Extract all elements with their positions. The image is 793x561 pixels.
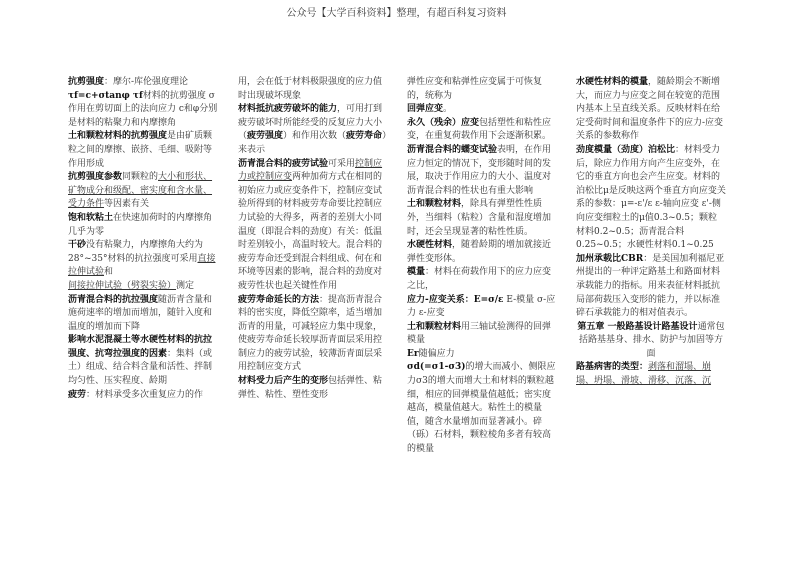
- paragraph: [576, 253, 726, 321]
- text-run: ，除具有弹塑性性质外，当细料（粘粒）含量和湿度增加时，还会呈现显著的粘性性质。: [407, 199, 552, 237]
- paragraph: [407, 266, 557, 293]
- text-run: 。: [443, 104, 453, 115]
- text-run: 材料的抗剪强度 σ 作用在剪切面上的法向应力 c和φ分别是材料的粘聚力和内摩擦角: [68, 90, 218, 128]
- bold-term: 加州承载比CBR: [576, 253, 644, 264]
- text-run: 可采用: [328, 158, 356, 169]
- text-column-2: [238, 76, 388, 402]
- paragraph: [68, 130, 218, 171]
- bold-term: 沥青混合料的疲劳试验: [238, 158, 329, 169]
- text-run: ：材料承受多次重复应力的作: [86, 389, 204, 400]
- text-run: 通常包括路基基身、排水、防护与加固等方面: [578, 321, 725, 359]
- text-run: 在快速加荷时的内摩擦角几乎为零: [68, 212, 213, 237]
- text-run: ，可用打到疲劳破坏时所能经受的反复应力大小（: [238, 104, 383, 142]
- text-run: 控制应力或控制应变: [238, 158, 383, 183]
- bold-term: 疲劳寿命: [346, 131, 383, 142]
- paragraph: [68, 334, 218, 388]
- text-run: ：是美国加利福尼亚州提出的一种评定路基土和路面材料承载能力的指标。用来表征材料抵抗局部荷载压入变形的能力，并以标准碎石承载能力的相对值表示。: [576, 253, 725, 319]
- text-column-3: [407, 76, 557, 457]
- text-run: 反映材料在给定受荷时间和温度条件下的应力-应变关系的参数称作: [576, 104, 724, 142]
- text-run: 剥落和溜塌、崩塌、坍塌、滑坡、滑移、沉落、沉: [576, 362, 712, 387]
- bold-term: 应力-应变关系：E=σ/ε: [407, 294, 504, 305]
- text-run: 等因素有关: [104, 199, 150, 210]
- bold-term: σd(=σ1-σ3): [407, 362, 466, 373]
- bold-term: 模量: [407, 267, 426, 278]
- text-run: 包括塑性和粘性应变，在重复荷载作用下会逐渐积累。: [407, 117, 552, 142]
- bold-term: 干砂: [68, 240, 87, 251]
- text-run: ，随龄期会不断增大，而应力与应变之间在较宽的范围内基本上呈直线关系。: [576, 77, 721, 115]
- bold-term: 疲劳寿命延长的方法: [238, 294, 320, 305]
- bold-term: 泊松比: [648, 144, 676, 155]
- text-run: 的增大而减小、侧限应力σ3的增大而增大: [407, 362, 556, 387]
- bold-term: 疲劳强度: [247, 131, 284, 142]
- text-run: 用三轴试验测得的回弹模量: [407, 321, 552, 346]
- text-run: 材料的抗拉强度可采用: [107, 253, 198, 264]
- text-run: 和: [104, 267, 114, 278]
- paragraph: [68, 76, 218, 90]
- text-run: 大小和形状、矿物成分和级配、密实度和含水量、受力条件: [68, 172, 213, 210]
- paragraph: [576, 76, 726, 144]
- text-run: 在相同的初始应力或应变条件下，控制应变试验所得到的材料疲劳寿命要比控制应力试验的大得多，两者的差别大小同温度（即混合料的劲度）有关：低温时差别较小，高温时较大。混合料的疲劳寿命还受到混合料组成、何在和环境等因素的影响，混合料的劲度对疲劳性状也起关键性作用: [238, 172, 383, 291]
- bold-term: 材料抵抗疲劳破坏的能力: [238, 104, 338, 115]
- paragraph: [238, 103, 388, 157]
- paragraph: [68, 171, 218, 212]
- text-run: 包括弹性、粘弹性、粘性、塑性变形: [238, 376, 383, 400]
- paragraph: [238, 294, 388, 376]
- text-column-4: [576, 76, 726, 389]
- text-run: 随偏应力: [418, 348, 455, 359]
- bold-term: ：: [639, 362, 649, 373]
- paragraph: [407, 361, 557, 456]
- text-run: 测定: [176, 280, 195, 291]
- bold-term: 材料受力后产生的变形: [238, 376, 329, 387]
- bold-term: 土和颗粒材料: [407, 321, 462, 332]
- paragraph: [576, 144, 726, 253]
- bold-term: 劲度模量（劲度）: [576, 144, 649, 155]
- paragraph: [68, 212, 218, 239]
- bold-term: 路基设计: [661, 321, 698, 332]
- paragraph: [68, 389, 218, 403]
- paragraph: [238, 375, 388, 402]
- text-run: ：提高沥青混合料的密实度，降低空隙率，适当增加沥青的用量，可减轻应力集中现象，使疲劳寿命延长: [238, 294, 383, 346]
- paragraph: [576, 321, 726, 362]
- text-run: 同颗粒的: [122, 172, 159, 183]
- text-run: ：材料受力后，除应力作用方向产生应变外，在它的垂直方向也会产生应变。材料的泊松比μ是反映这两个垂直方向应变关系的参数：μ=-ε'/ε ε-轴向应变 ε'-侧向应变: [576, 144, 726, 223]
- paragraph: [407, 321, 557, 348]
- paragraph: [407, 144, 557, 198]
- bold-term: 疲劳: [68, 389, 87, 400]
- bold-term: 抗剪强度: [68, 77, 105, 87]
- bold-term: 抗剪强度参数: [68, 172, 123, 183]
- text-run: 细粒土的μ值0.3~0.5；颗粒材料0.2~0.5；沥青混合料0.25~0.5；水硬性材料0.1~0.25: [576, 212, 718, 251]
- paragraph: [407, 117, 557, 144]
- text-run: 弹性应变和粘弹性应变属于可恢复的，统称为: [407, 77, 543, 101]
- text-run: 用，会在低于材料极限强度的应力值时出现破坏现象: [238, 77, 383, 101]
- text-run: 随沥青含量和施荷速率的增加而增加，随针入度和温度的增加而下降: [68, 294, 213, 332]
- bold-term: 水硬性材料的模量: [576, 77, 649, 87]
- bold-term: 饱和软粘土: [68, 212, 114, 223]
- bold-term: 土和颗粒材料的抗剪强度: [68, 131, 168, 142]
- text-run: ：集料（或土）组成、结合料含量和活性、拌制均匀性、压实程度、龄期: [68, 348, 213, 387]
- paragraph: [407, 198, 557, 239]
- paragraph: [576, 361, 726, 388]
- bold-term: 第五章 一般路基设计: [577, 321, 662, 332]
- paragraph: [238, 158, 388, 294]
- paragraph: [407, 294, 557, 321]
- text-run: 表明，在作用应力恒定的情况下，变形随时间的发展，取决于作用应力的大小、温度对沥青混合料的性状也有重大影响: [407, 144, 552, 196]
- text-column-1: [68, 76, 218, 402]
- bold-term: τf=c+σtanφ τf: [68, 90, 143, 101]
- paragraph: [407, 103, 557, 117]
- paragraph: [68, 294, 218, 335]
- paragraph: [407, 76, 557, 103]
- text-run: ：摩尔-库伦强度理论: [104, 77, 189, 87]
- page-header: 公众号【大学百科资料】整理，有超百科复习资料: [286, 8, 507, 19]
- text-run: ，随着龄期的增加就接近弹性变形体。: [407, 240, 552, 264]
- bold-term: 路基病害的类型: [576, 362, 640, 373]
- bold-term: 永久（残余）应变: [407, 117, 480, 128]
- text-run: ）来表示: [238, 131, 387, 155]
- text-run: 是由矿质颗粒之间的摩擦、嵌挤、毛细、吸附等作用形成: [68, 131, 213, 169]
- text-run: E-模量 σ-应力 ε-应变: [407, 294, 556, 319]
- paragraph: [238, 76, 388, 103]
- text-run: ：材料在荷载作用下的应力应变之比，: [407, 267, 552, 291]
- paragraph: [407, 239, 557, 266]
- paragraph: [68, 90, 218, 131]
- bold-term: 水硬性材料: [407, 240, 453, 251]
- bold-term: 沥青混合料的抗拉强度: [68, 294, 159, 305]
- bold-term: 影响水泥混凝土等水硬性材料的抗拉强度、抗弯拉强度的因素: [68, 335, 213, 359]
- text-run: 土和材料的颗粒越细，相应的回弹模量值越低；密实度越高，模量值越大。粘性土的模量值，随含水量增加而显著减小。碎（砾）石材料，颗粒棱角多者有较高的模量: [407, 376, 554, 455]
- bold-term: 回弹应变: [407, 104, 444, 115]
- text-run: 间接拉伸试验（劈裂实验）: [68, 280, 177, 291]
- text-run: ）和作用次数（: [283, 131, 347, 142]
- bold-term: 沥青混合料的蠕变试验: [407, 144, 498, 155]
- text-run: 两种加荷方式: [292, 172, 347, 183]
- text-run: 直接拉伸试验: [68, 253, 216, 278]
- bold-term: 土和颗粒材料: [407, 199, 462, 210]
- text-run: 没有粘聚力，内摩擦角大约为28°~35°: [68, 240, 204, 264]
- paragraph: [407, 348, 557, 362]
- bold-term: Er: [407, 348, 419, 359]
- paragraph: [68, 239, 218, 293]
- text-run: 较厚沥青面层采用控制应力的疲劳试验，较薄沥青面层采用控制应变方式: [238, 335, 383, 373]
